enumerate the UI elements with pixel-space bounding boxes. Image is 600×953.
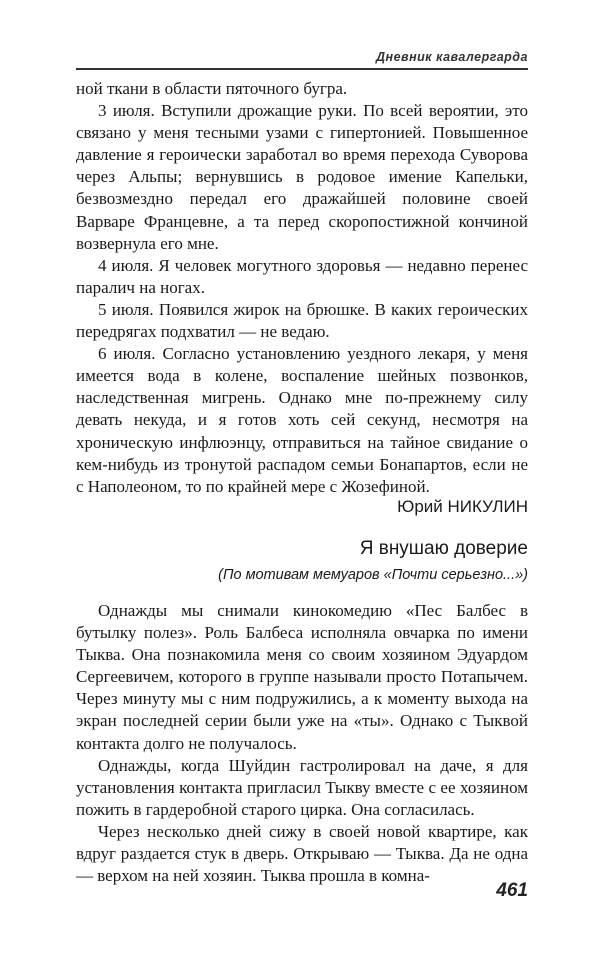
story-section xyxy=(76,600,528,887)
paragraph: 4 июля. Я человек могутного здоровья — недавно перенес паралич на ногах. xyxy=(76,255,528,297)
story-subtitle: (По мотивам мемуаров «Почти серьезно...») xyxy=(218,567,528,583)
page-number: 461 xyxy=(496,880,528,901)
diary-section xyxy=(76,78,528,498)
paragraph: Через несколько дней сижу в своей новой квартире, как вдруг раздается стук в дверь. Открываю — Тыква. Да не одна — верхом на ней хозяин. Тыква прошла в комна- xyxy=(76,821,528,886)
paragraph: 6 июля. Согласно установлению уездного лекаря, у меня имеется вода в колене, воспаление шейных позвонков, наследственная мигрень. Однако мне по-прежнему силу девать некуда, и я готов хоть сей секунд, несмотря на хроническую инфлюэнцу, отправиться на тайное свидание о кем-нибудь из тронутой распадом семьи Бонапартов, если не с Наполеоном, то по крайней мере с Жозефиной. xyxy=(76,344,528,496)
author-name: Юрий НИКУЛИН xyxy=(397,497,528,516)
paragraph: 5 июля. Появился жирок на брюшке. В каких героических передрягах подхватил — не ведаю. xyxy=(76,299,528,342)
paragraph: ной ткани в области пяточного бугра. xyxy=(76,79,348,98)
running-head: Дневник кавалергарда xyxy=(376,50,528,64)
paragraph: 3 июля. Вступили дрожащие руки. По всей вероятии, это связано у меня тесными узами с гипертонией. Повышенное давление я героически заработал во время перехода Суворова через Альпы; вернувшись в родовое имение Капельки, безвозмездно передал его дражайшей половине своей Варваре Францевне, а та перед скоропостижной кончиной возвернула его мне. xyxy=(76,101,528,253)
story-title: Я внушаю доверие xyxy=(359,538,528,559)
header-rule xyxy=(76,68,528,70)
paragraph: Однажды мы снимали кинокомедию «Пес Балбес в бутылку полез». Роль Балбеса исполняла овчарка по имени Тыква. Она познакомила меня со своим хозяином Эдуардом Сергеевичем, которого в группе называли просто Потапычем. Через минуту мы с ним подружились, а к моменту выхода на экран последней серии были уже на «ты». Однако с Тыквой контакта долго не получалось. xyxy=(76,601,528,753)
paragraph: Однажды, когда Шуйдин гастролировал на даче, я для установления контакта пригласил Тыкву вместе с ее хозяином пожить в гардеробной старого цирка. Она согласилась. xyxy=(76,755,528,819)
